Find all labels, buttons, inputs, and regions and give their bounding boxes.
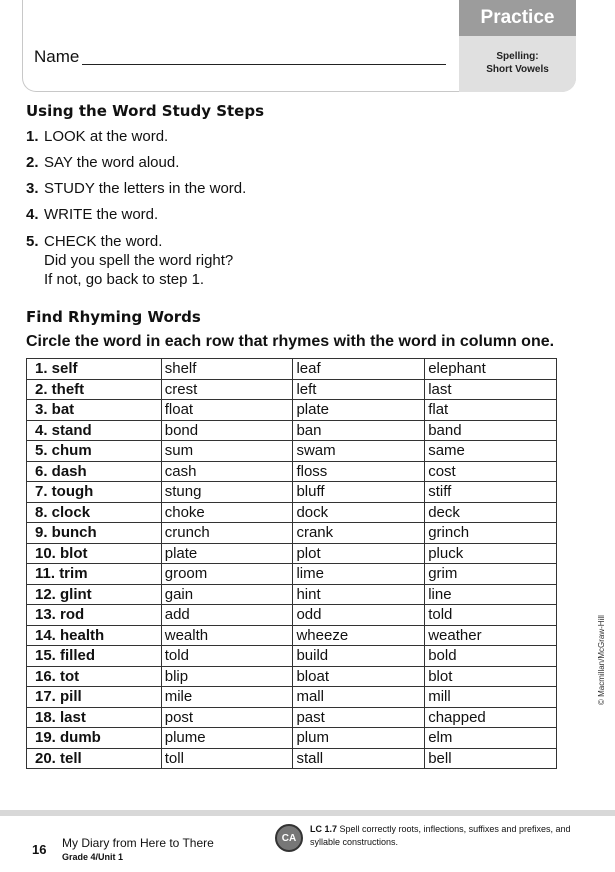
choice-cell[interactable]: leaf xyxy=(293,359,425,380)
choice-cell[interactable]: pluck xyxy=(425,543,557,564)
target-word-cell: 10. blot xyxy=(27,543,162,564)
choice-cell[interactable]: crunch xyxy=(161,523,293,544)
tab-subtitle-line1: Spelling: xyxy=(496,51,539,62)
table-row xyxy=(27,666,557,687)
practice-tab xyxy=(459,0,576,92)
choice-cell[interactable]: same xyxy=(425,441,557,462)
choice-cell[interactable]: lime xyxy=(293,564,425,585)
choice-cell[interactable]: float xyxy=(161,400,293,421)
name-label: Name xyxy=(34,47,80,66)
footer-rule xyxy=(0,810,615,816)
target-word-cell: 13. rod xyxy=(27,605,162,626)
choice-cell[interactable]: elephant xyxy=(425,359,557,380)
table-row xyxy=(27,728,557,749)
choice-cell[interactable]: grinch xyxy=(425,523,557,544)
choice-cell[interactable]: plate xyxy=(293,400,425,421)
target-word-cell: 11. trim xyxy=(27,564,162,585)
choice-cell[interactable]: plate xyxy=(161,543,293,564)
footer-standard xyxy=(310,823,600,849)
step-number: 3. xyxy=(26,180,39,197)
table-row xyxy=(27,379,557,400)
step-text-line: CHECK the word. xyxy=(44,233,163,250)
step-text xyxy=(44,232,233,289)
target-word-cell: 2. theft xyxy=(27,379,162,400)
table-row xyxy=(27,625,557,646)
choice-cell[interactable]: grim xyxy=(425,564,557,585)
target-word-cell: 17. pill xyxy=(27,687,162,708)
table-row xyxy=(27,502,557,523)
choice-cell[interactable]: choke xyxy=(161,502,293,523)
section-title-rhyming: Find Rhyming Words xyxy=(26,308,201,326)
choice-cell[interactable]: dock xyxy=(293,502,425,523)
step-text: LOOK at the word. xyxy=(44,128,169,145)
table-row xyxy=(27,605,557,626)
choice-cell[interactable]: stall xyxy=(293,748,425,769)
target-word-cell: 12. glint xyxy=(27,584,162,605)
choice-cell[interactable]: wheeze xyxy=(293,625,425,646)
table-row xyxy=(27,543,557,564)
table-row xyxy=(27,441,557,462)
choice-cell[interactable]: mill xyxy=(425,687,557,708)
table-row xyxy=(27,707,557,728)
target-word-cell: 6. dash xyxy=(27,461,162,482)
table-row xyxy=(27,359,557,380)
choice-cell[interactable]: mall xyxy=(293,687,425,708)
choice-cell[interactable]: build xyxy=(293,646,425,667)
tab-subtitle xyxy=(459,50,576,76)
step-item xyxy=(26,232,246,289)
choice-cell[interactable]: odd xyxy=(293,605,425,626)
step-number: 2. xyxy=(26,154,39,171)
target-word-cell: 9. bunch xyxy=(27,523,162,544)
step-number: 5. xyxy=(26,233,39,250)
table-row xyxy=(27,687,557,708)
target-word-cell: 3. bat xyxy=(27,400,162,421)
choice-cell[interactable]: plum xyxy=(293,728,425,749)
choice-cell[interactable]: add xyxy=(161,605,293,626)
page-number: 16 xyxy=(32,842,47,857)
choice-cell[interactable]: flat xyxy=(425,400,557,421)
footer-title: My Diary from Here to There xyxy=(62,836,214,850)
choice-cell[interactable]: shelf xyxy=(161,359,293,380)
target-word-cell: 4. stand xyxy=(27,420,162,441)
choice-cell[interactable]: cash xyxy=(161,461,293,482)
choice-cell[interactable]: sum xyxy=(161,441,293,462)
section-title-word-study: Using the Word Study Steps xyxy=(26,102,265,120)
choice-cell[interactable]: bold xyxy=(425,646,557,667)
choice-cell[interactable]: last xyxy=(425,379,557,400)
step-text: STUDY the letters in the word. xyxy=(44,180,247,197)
choice-cell[interactable]: chapped xyxy=(425,707,557,728)
step-number: 4. xyxy=(26,206,39,223)
table-row xyxy=(27,461,557,482)
step-text: SAY the word aloud. xyxy=(44,154,180,171)
choice-cell[interactable]: floss xyxy=(293,461,425,482)
steps-list xyxy=(26,127,246,289)
target-word-cell: 16. tot xyxy=(27,666,162,687)
choice-cell[interactable]: ban xyxy=(293,420,425,441)
choice-cell[interactable]: crest xyxy=(161,379,293,400)
choice-cell[interactable]: post xyxy=(161,707,293,728)
choice-cell[interactable]: elm xyxy=(425,728,557,749)
step-item xyxy=(26,179,246,198)
step-number: 1. xyxy=(26,128,39,145)
table-row xyxy=(27,748,557,769)
target-word-cell: 7. tough xyxy=(27,482,162,503)
choice-cell[interactable]: gain xyxy=(161,584,293,605)
table-row xyxy=(27,400,557,421)
copyright: © Macmillan/McGraw-Hill xyxy=(597,615,606,705)
name-line[interactable] xyxy=(82,64,446,65)
target-word-cell: 19. dumb xyxy=(27,728,162,749)
tab-subtitle-line2: Short Vowels xyxy=(486,64,549,75)
step-text-line: If not, go back to step 1. xyxy=(44,271,205,288)
choice-cell[interactable]: bluff xyxy=(293,482,425,503)
choice-cell[interactable]: crank xyxy=(293,523,425,544)
choice-cell[interactable]: blot xyxy=(425,666,557,687)
choice-cell[interactable]: plume xyxy=(161,728,293,749)
footer-subtitle: Grade 4/Unit 1 xyxy=(62,852,124,862)
choice-cell[interactable]: groom xyxy=(161,564,293,585)
tab-title: Practice xyxy=(459,0,576,36)
choice-cell[interactable]: bloat xyxy=(293,666,425,687)
ca-badge-icon: CA xyxy=(275,824,303,852)
choice-cell[interactable]: cost xyxy=(425,461,557,482)
table-row xyxy=(27,564,557,585)
step-item xyxy=(26,153,246,172)
target-word-cell: 14. health xyxy=(27,625,162,646)
table-row xyxy=(27,482,557,503)
choice-cell[interactable]: past xyxy=(293,707,425,728)
target-word-cell: 8. clock xyxy=(27,502,162,523)
choice-cell[interactable]: stiff xyxy=(425,482,557,503)
choice-cell[interactable]: bell xyxy=(425,748,557,769)
choice-cell[interactable]: deck xyxy=(425,502,557,523)
choice-cell[interactable]: band xyxy=(425,420,557,441)
choice-cell[interactable]: told xyxy=(425,605,557,626)
choice-cell[interactable]: mile xyxy=(161,687,293,708)
target-word-cell: 20. tell xyxy=(27,748,162,769)
table-row xyxy=(27,523,557,544)
choice-cell[interactable]: stung xyxy=(161,482,293,503)
target-word-cell: 1. self xyxy=(27,359,162,380)
standard-code: LC 1.7 xyxy=(310,824,338,834)
choice-cell[interactable]: plot xyxy=(293,543,425,564)
table-row xyxy=(27,584,557,605)
choice-cell[interactable]: bond xyxy=(161,420,293,441)
rhyme-table xyxy=(26,358,557,769)
target-word-cell: 15. filled xyxy=(27,646,162,667)
step-item xyxy=(26,127,246,146)
choice-cell[interactable]: toll xyxy=(161,748,293,769)
choice-cell[interactable]: told xyxy=(161,646,293,667)
choice-cell[interactable]: swam xyxy=(293,441,425,462)
target-word-cell: 5. chum xyxy=(27,441,162,462)
step-text-line: Did you spell the word right? xyxy=(44,252,234,269)
choice-cell[interactable]: weather xyxy=(425,625,557,646)
choice-cell[interactable]: wealth xyxy=(161,625,293,646)
table-row xyxy=(27,420,557,441)
target-word-cell: 18. last xyxy=(27,707,162,728)
table-row xyxy=(27,646,557,667)
choice-cell[interactable]: blip xyxy=(161,666,293,687)
choice-cell[interactable]: line xyxy=(425,584,557,605)
choice-cell[interactable]: left xyxy=(293,379,425,400)
step-item xyxy=(26,205,246,224)
standard-text: Spell correctly roots, inflections, suffixes and prefixes, and syllable constructions. xyxy=(310,824,571,847)
step-text: WRITE the word. xyxy=(44,206,159,223)
choice-cell[interactable]: hint xyxy=(293,584,425,605)
instructions: Circle the word in each row that rhymes with the word in column one. xyxy=(26,333,555,350)
